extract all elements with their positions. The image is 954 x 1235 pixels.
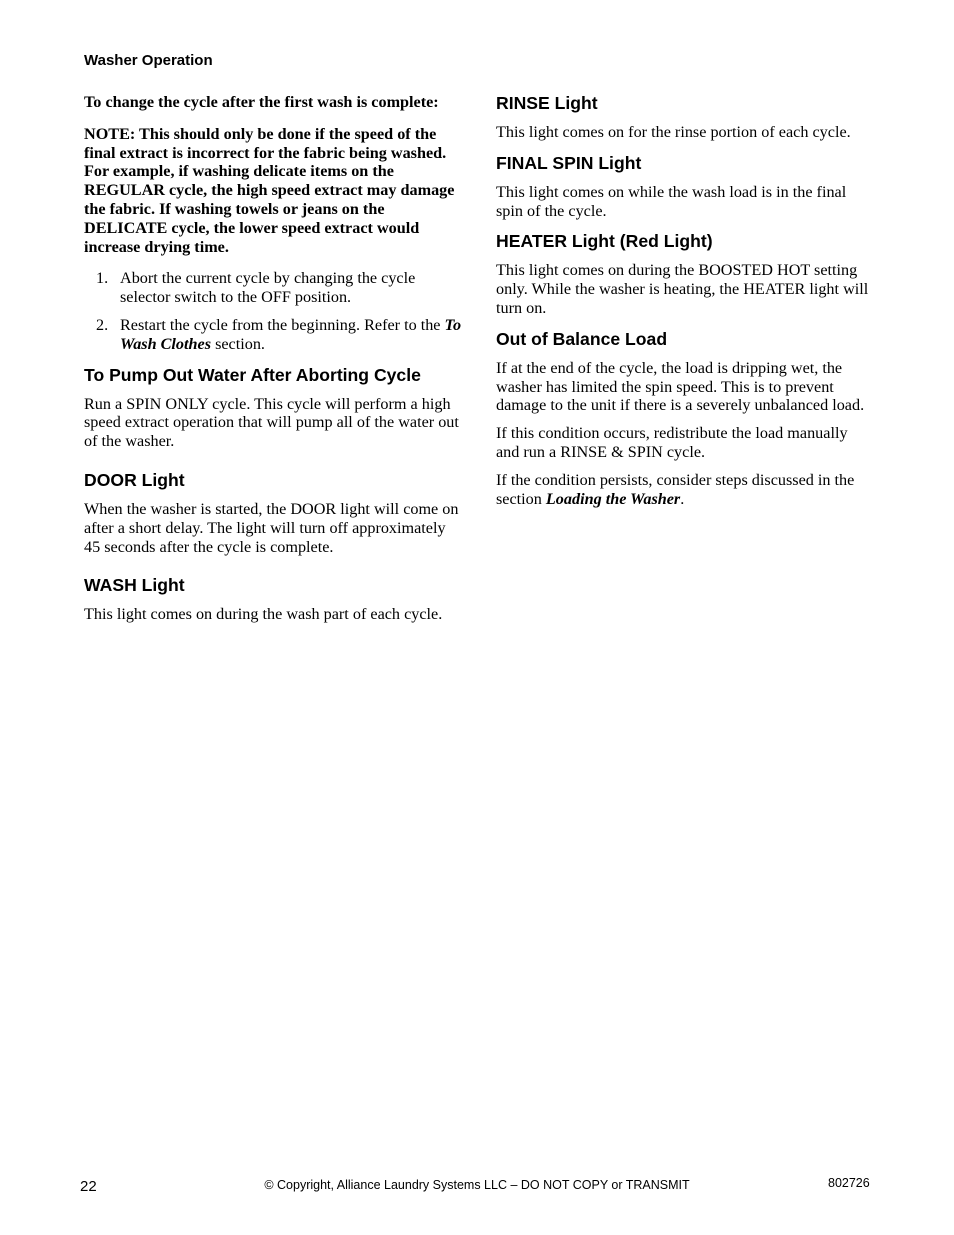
- final-spin-body: This light comes on while the wash load is in the final spin of the cycle.: [496, 182, 847, 220]
- step-list: [84, 269, 462, 353]
- door-light-heading: DOOR Light: [84, 469, 185, 490]
- copyright-notice: © Copyright, Alliance Laundry Systems LLC – DO NOT COPY or TRANSMIT: [264, 1178, 690, 1192]
- heater-light-heading: HEATER Light (Red Light): [496, 231, 713, 252]
- para-text: If the condition persists, consider steps discussed in the section: [496, 470, 855, 508]
- door-light-body: When the washer is started, the DOOR light will come on after a short delay. The light will turn off approximately 45 seconds after the cycle is complete.: [84, 499, 459, 556]
- step-number: 1.: [96, 269, 109, 288]
- document-number: 802726: [828, 1176, 870, 1190]
- right-column: [496, 93, 874, 517]
- heater-light-body: This light comes on during the BOOSTED HOT setting only. While the washer is heating, the HEATER light will turn on.: [496, 261, 869, 317]
- out-of-balance-para-1: If at the end of the cycle, the load is dripping wet, the washer has limited the spin speed. This is to prevent damage to the unit if there is a severely unbalanced load.: [496, 358, 865, 415]
- rinse-light-heading: RINSE Light: [496, 93, 598, 113]
- pump-out-heading: To Pump Out Water After Aborting Cycle: [84, 364, 421, 385]
- step-number: 2.: [96, 315, 109, 334]
- rinse-light-body: This light comes on for the rinse portion of each cycle.: [496, 123, 851, 141]
- step-text: Abort the current cycle by changing the cycle selector switch to the OFF position.: [120, 269, 416, 307]
- list-item: [84, 316, 462, 354]
- note-paragraph: NOTE: This should only be done if the speed of the final extract is incorrect for the fabric being washed. For example, if washing delicate items on the REGULAR cycle, the high speed extract may damage the fabric. If washing towels or jeans on the DELICATE cycle, the lower speed extract would increase drying time.: [84, 124, 455, 256]
- para-text-end: .: [680, 489, 685, 508]
- left-column: [84, 93, 462, 633]
- section-reference: Loading the Washer: [545, 489, 681, 508]
- step-text-end: section.: [211, 334, 265, 353]
- wash-light-heading: WASH Light: [84, 575, 185, 596]
- running-head: Washer Operation: [84, 52, 213, 69]
- out-of-balance-para-2: If this condition occurs, redistribute the load manually and run a RINSE & SPIN cycle.: [496, 424, 848, 461]
- step-text: Restart the cycle from the beginning. Refer to the: [120, 315, 445, 334]
- pump-out-body: Run a SPIN ONLY cycle. This cycle will perform a high speed extract operation that will pump all of the water out of the washer.: [84, 394, 459, 451]
- list-item: [84, 269, 462, 307]
- wash-light-body: This light comes on during the wash part of each cycle.: [84, 605, 443, 624]
- section-reference: To Wash Clothes: [120, 315, 462, 353]
- final-spin-heading: FINAL SPIN Light: [496, 152, 642, 173]
- out-of-balance-para-3: [496, 471, 874, 509]
- out-of-balance-heading: Out of Balance Load: [496, 328, 668, 349]
- page-number: 22: [80, 1178, 97, 1195]
- intro-paragraph: To change the cycle after the first wash is complete:: [84, 93, 439, 111]
